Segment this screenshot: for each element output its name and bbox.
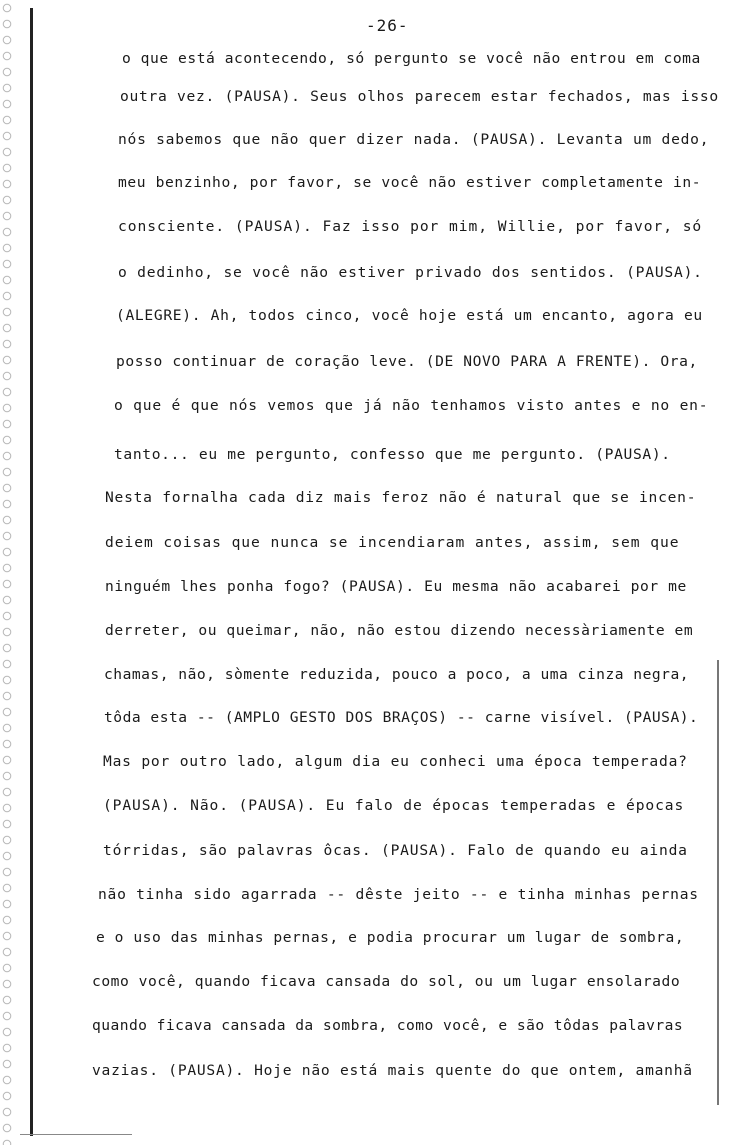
text-line-9: o que é que nós vemos que já não tenhamos visto antes e no en- — [114, 397, 709, 414]
text-line-8: posso continuar de coração leve. (DE NOVO PARA A FRENTE). Ora, — [116, 353, 698, 370]
text-line-7: (ALEGRE). Ah, todos cinco, você hoje está um encanto, agora eu — [116, 307, 703, 324]
text-line-23: quando ficava cansada da sombra, como você, e são tôdas palavras — [92, 1017, 684, 1034]
right-margin-rule — [717, 660, 719, 1105]
text-line-15: chamas, não, sòmente reduzida, pouco a poco, a uma cinza negra, — [104, 666, 690, 683]
text-line-2: outra vez. (PAUSA). Seus olhos parecem estar fechados, mas isso — [120, 88, 719, 105]
tractor-feed-holes — [0, 0, 14, 1145]
text-line-11: Nesta fornalha cada diz mais feroz não é natural que se incen- — [105, 489, 697, 506]
text-line-24: vazias. (PAUSA). Hoje não está mais quente do que ontem, amanhã — [92, 1062, 693, 1079]
text-line-5: consciente. (PAUSA). Faz isso por mim, Willie, por favor, só — [118, 218, 703, 235]
text-line-13: ninguém lhes ponha fogo? (PAUSA). Eu mesma não acabarei por me — [105, 578, 687, 595]
text-line-20: não tinha sido agarrada -- dêste jeito -- e tinha minhas pernas — [98, 886, 699, 903]
page-number: -26- — [366, 16, 409, 35]
left-margin-rule — [30, 8, 33, 1136]
text-line-6: o dedinho, se você não estiver privado dos sentidos. (PAUSA). — [118, 264, 703, 281]
text-line-18: (PAUSA). Não. (PAUSA). Eu falo de épocas temperadas e épocas — [103, 797, 685, 814]
text-line-22: como você, quando ficava cansada do sol, ou um lugar ensolarado — [92, 973, 681, 990]
text-line-3: nós sabemos que não quer dizer nada. (PAUSA). Levanta um dedo, — [118, 131, 710, 148]
text-line-16: tôda esta -- (AMPLO GESTO DOS BRAÇOS) -- carne visível. (PAUSA). — [104, 709, 699, 726]
text-line-4: meu benzinho, por favor, se você não estiver completamente in- — [118, 174, 702, 191]
text-line-19: tórridas, são palavras ôcas. (PAUSA). Falo de quando eu ainda — [103, 842, 688, 859]
text-line-12: deiem coisas que nunca se incendiaram antes, assim, sem que — [105, 534, 680, 551]
text-line-1: o que está acontecendo, só pergunto se você não entrou em coma — [122, 50, 701, 67]
text-line-21: e o uso das minhas pernas, e podia procurar um lugar de sombra, — [96, 929, 685, 946]
text-line-14: derreter, ou queimar, não, não estou dizendo necessàriamente em — [105, 622, 694, 639]
text-line-10: tanto... eu me pergunto, confesso que me pergunto. (PAUSA). — [114, 446, 671, 463]
text-line-17: Mas por outro lado, algum dia eu conheci uma época temperada? — [103, 753, 688, 770]
bottom-rule — [20, 1134, 132, 1135]
